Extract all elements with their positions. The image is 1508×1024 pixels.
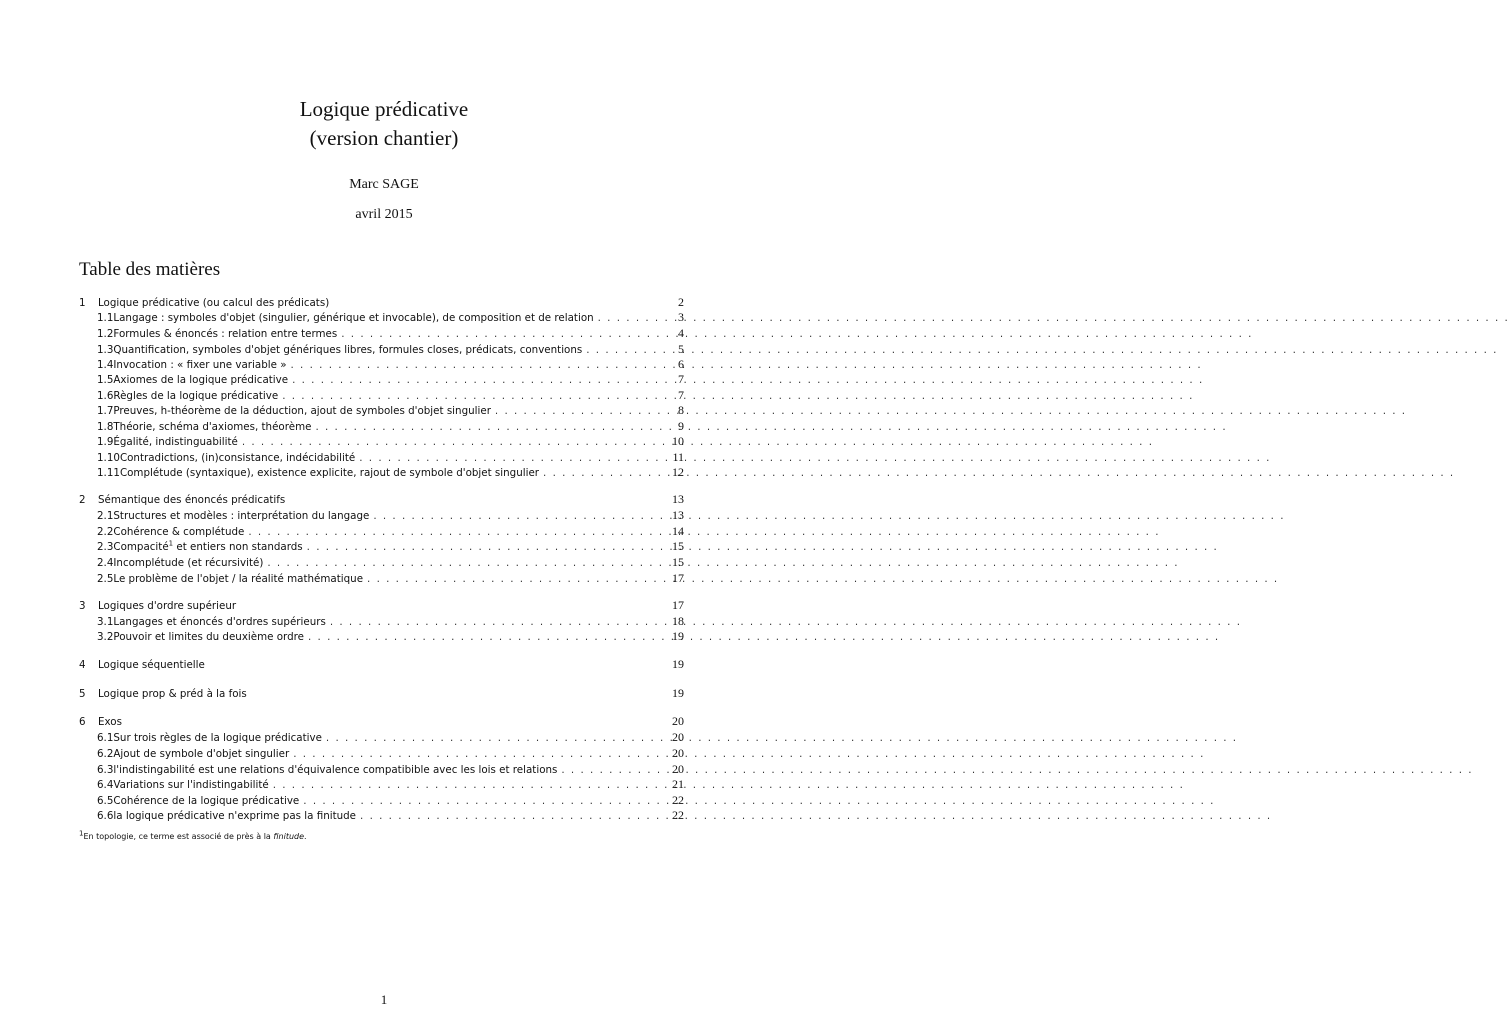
toc-page: 21 <box>672 777 684 791</box>
toc-subsection-title-wrap <box>113 630 304 645</box>
toc-subsection[interactable] <box>79 450 684 465</box>
toc-section-title: Sémantique des énoncés prédicatifs <box>98 494 286 506</box>
toc-leader <box>273 778 668 793</box>
toc-page: 3 <box>678 310 684 324</box>
toc-subsection-title: Formules & énoncés : relation entre termes <box>113 328 338 340</box>
author: Marc SAGE <box>349 177 419 192</box>
toc-subsection-title-wrap <box>113 373 288 388</box>
toc-subsection-title-wrap <box>113 778 268 793</box>
toc-section-number: 2 <box>79 494 86 506</box>
date: avril 2015 <box>355 207 413 222</box>
toc-page: 20 <box>672 730 684 744</box>
toc-leader <box>315 420 673 435</box>
toc-page: 8 <box>678 403 684 417</box>
toc-subsection-title-wrap <box>113 794 299 809</box>
toc-page: 20 <box>672 714 684 728</box>
footnote-text: En topologie, ce terme est associé de près à la <box>83 832 274 841</box>
toc-subsection-title: Langage : symboles d'objet (singulier, générique et invocable), de composition et de relation <box>113 312 594 324</box>
toc-subsection-title-wrap <box>113 389 278 404</box>
toc-page: 19 <box>672 657 684 671</box>
toc-section[interactable] <box>79 686 684 701</box>
toc-page: 15 <box>672 555 684 569</box>
toc-leader <box>307 540 668 555</box>
toc-subsection-title-wrap <box>113 731 322 746</box>
toc-subsection-number: 3.1 <box>97 616 114 628</box>
toc-section-number: 5 <box>79 688 86 700</box>
toc-page: 20 <box>672 746 684 760</box>
toc-leader <box>341 327 673 342</box>
document-subtitle: (version chantier) <box>309 126 459 150</box>
toc-page: 18 <box>672 614 684 628</box>
toc-subsection-title: Langages et énoncés d'ordres supérieurs <box>113 616 326 628</box>
toc-section-title: Logique prédicative (ou calcul des prédicats) <box>98 297 330 309</box>
toc-page: 4 <box>678 326 684 340</box>
toc-subsection-number: 1.2 <box>97 328 114 340</box>
toc-page: 7 <box>678 388 684 402</box>
toc-subsection-number: 3.2 <box>97 631 114 643</box>
toc-subsection-title-wrap <box>113 525 244 540</box>
toc-page: 11 <box>672 450 684 464</box>
toc-subsection[interactable] <box>79 539 684 554</box>
toc-page: 13 <box>672 492 684 506</box>
toc-subsection[interactable] <box>79 746 684 761</box>
toc-subsection[interactable] <box>79 357 684 372</box>
toc-subsection[interactable] <box>79 808 684 823</box>
toc-leader <box>293 747 668 762</box>
toc-subsection-title-wrap <box>113 809 356 824</box>
toc-page: 7 <box>678 372 684 386</box>
toc-subsection-number: 1.10 <box>97 452 120 464</box>
toc-leader <box>360 809 668 824</box>
toc-subsection-title-wrap <box>113 540 302 555</box>
toc-subsection[interactable] <box>79 629 684 644</box>
page-number: 1 <box>380 992 388 1007</box>
toc-subsection-title: Le problème de l'objet / la réalité mathématique <box>113 573 364 585</box>
toc-subsection[interactable] <box>79 730 684 745</box>
toc-subsection[interactable] <box>79 508 684 523</box>
toc-subsection-number: 1.5 <box>97 374 114 386</box>
toc-subsection-number: 1.11 <box>97 467 120 479</box>
toc-subsection-number: 2.2 <box>97 526 114 538</box>
toc-subsection-title-wrap <box>113 572 363 587</box>
toc-subsection-number: 2.1 <box>97 510 114 522</box>
toc-page: 2 <box>678 295 684 309</box>
toc-leader <box>598 311 674 326</box>
toc-subsection-number: 6.4 <box>97 779 114 791</box>
toc-subsection[interactable] <box>79 434 684 449</box>
toc-subsection-title: Quantification, symboles d'objet génériques libres, formules closes, prédicats, conventions <box>113 344 583 356</box>
toc-section-number: 6 <box>79 716 86 728</box>
toc-page: 19 <box>672 686 684 700</box>
document-title: Logique prédicative <box>299 97 469 121</box>
toc-page: 19 <box>672 629 684 643</box>
toc-page: 6 <box>678 357 684 371</box>
toc-leader <box>495 404 674 419</box>
toc-page: 10 <box>672 434 684 448</box>
toc-subsection-title: Ajout de symbole d'objet singulier <box>113 748 290 760</box>
toc-section-title: Logiques d'ordre supérieur <box>98 600 237 612</box>
toc-subsection[interactable] <box>79 403 684 418</box>
toc-subsection-number: 2.4 <box>97 557 114 569</box>
footnote-end: . <box>304 832 307 841</box>
toc-section-title: Logique prop & préd à la fois <box>98 688 247 700</box>
toc-page: 22 <box>672 793 684 807</box>
toc-subsection-number: 1.6 <box>97 390 114 402</box>
toc-subsection-title: Cohérence de la logique prédicative <box>113 795 300 807</box>
toc-section[interactable] <box>79 598 684 613</box>
toc-leader <box>291 358 673 373</box>
toc-section[interactable] <box>79 295 684 310</box>
toc-subsection[interactable] <box>79 342 684 357</box>
toc-leader <box>303 794 668 809</box>
toc-subsection[interactable] <box>79 419 684 434</box>
toc-subsection-number: 1.1 <box>97 312 114 324</box>
toc-subsection-title-wrap <box>113 311 593 326</box>
toc-leader <box>543 466 668 481</box>
toc-leader <box>561 763 668 778</box>
toc-subsection-title: Contradictions, (in)consistance, indécidabilité <box>119 452 356 464</box>
toc-subsection[interactable] <box>79 326 684 341</box>
toc-leader <box>373 509 668 524</box>
footnote-ref: 1 <box>168 539 174 548</box>
toc-subsection-number: 6.5 <box>97 795 114 807</box>
toc-subsection-title: Invocation : « fixer une variable » <box>113 359 287 371</box>
toc-section-title: Logique séquentielle <box>98 659 205 671</box>
toc-page: 15 <box>672 539 684 553</box>
toc-section-number: 3 <box>79 600 86 612</box>
toc-leader <box>308 630 668 645</box>
toc-page: 13 <box>672 508 684 522</box>
toc-subsection-title-wrap <box>113 358 286 373</box>
toc-subsection-number: 6.2 <box>97 748 114 760</box>
toc-page: 5 <box>678 342 684 356</box>
toc-subsection-title: Incomplétude (et récursivité) <box>113 557 264 569</box>
toc-section[interactable] <box>79 714 684 729</box>
toc-page: 17 <box>672 598 684 612</box>
toc-subsection-title-wrap <box>113 509 369 524</box>
toc-leader <box>359 451 668 466</box>
toc-section[interactable] <box>79 657 684 672</box>
toc-page: 22 <box>672 808 684 822</box>
toc-subsection[interactable] <box>79 372 684 387</box>
toc-subsection-number: 1.9 <box>97 436 114 448</box>
toc-section-title: Exos <box>98 716 122 728</box>
toc-subsection-title-rest: et entiers non standards <box>173 541 303 553</box>
toc-subsection-title: l'indistingabilité est une relations d'équivalence compatibible avec les lois et relations <box>113 764 558 776</box>
footnote-mark: 1 <box>79 829 84 838</box>
toc-subsection-title-wrap <box>113 747 289 762</box>
toc-subsection-title: Égalité, indistinguabilité <box>113 436 238 448</box>
toc-subsection[interactable] <box>79 310 684 325</box>
toc-subsection-number: 2.3 <box>97 541 114 553</box>
toc-leader <box>282 389 672 404</box>
toc-subsection-title-wrap <box>120 466 539 481</box>
toc-subsection[interactable] <box>79 571 684 586</box>
toc-subsection-number: 1.4 <box>97 359 114 371</box>
toc-leader <box>326 731 668 746</box>
toc-subsection-number: 6.1 <box>97 732 114 744</box>
toc-page: 17 <box>672 571 684 585</box>
toc-subsection[interactable] <box>79 388 684 403</box>
toc-subsection-number: 6.3 <box>97 764 114 776</box>
toc-subsection[interactable] <box>79 524 684 539</box>
toc-subsection-title: la logique prédicative n'exprime pas la finitude <box>113 810 357 822</box>
toc-page: 20 <box>672 762 684 776</box>
toc-leader <box>367 572 668 587</box>
toc-leader <box>330 615 668 630</box>
toc-subsection-title-wrap <box>113 763 557 778</box>
toc-subsection-title: Structures et modèles : interprétation du langage <box>113 510 370 522</box>
toc-leader <box>586 343 674 358</box>
toc-subsection-title-wrap <box>113 327 337 342</box>
toc-leader <box>248 525 668 540</box>
toc-subsection-title: Variations sur l'indistingabilité <box>113 779 269 791</box>
toc-page: 9 <box>678 419 684 433</box>
toc-subsection-number: 1.7 <box>97 405 114 417</box>
toc-page: 12 <box>672 465 684 479</box>
toc-section-number: 4 <box>79 659 86 671</box>
toc-subsection-number: 1.3 <box>97 344 114 356</box>
toc-leader <box>242 435 668 450</box>
toc-subsection-title: Complétude (syntaxique), existence explicite, rajout de symbole d'objet singulier <box>119 467 540 479</box>
toc-subsection-number: 2.5 <box>97 573 114 585</box>
toc-subsection[interactable] <box>79 793 684 808</box>
toc-subsection-title-wrap <box>113 615 325 630</box>
footnote <box>79 830 307 844</box>
toc-heading: Table des matières <box>79 259 221 280</box>
toc-subsection-title: Pouvoir et limites du deuxième ordre <box>113 631 304 643</box>
toc-subsection-title-wrap <box>113 556 263 571</box>
toc-subsection[interactable] <box>79 465 684 480</box>
toc-subsection-title: Théorie, schéma d'axiomes, théorème <box>113 421 312 433</box>
toc-subsection-title: Compacité <box>113 541 169 553</box>
toc-subsection[interactable] <box>79 555 684 570</box>
toc-subsection-title: Règles de la logique prédicative <box>113 390 279 402</box>
toc-subsection-title-wrap <box>120 451 355 466</box>
toc-leader <box>292 373 672 388</box>
footnote-emphasis: finitude <box>273 832 305 841</box>
toc-subsection-title-wrap <box>113 343 582 358</box>
toc-subsection-number: 6.6 <box>97 810 114 822</box>
toc-page: 14 <box>672 524 684 538</box>
toc-subsection-title: Axiomes de la logique prédicative <box>113 374 289 386</box>
toc-subsection-title-wrap <box>113 435 237 450</box>
toc-section[interactable] <box>79 492 684 507</box>
toc-subsection-title: Preuves, h-théorème de la déduction, ajout de symboles d'objet singulier <box>113 405 491 417</box>
toc-section-number: 1 <box>79 297 86 309</box>
toc-subsection-title: Cohérence & complétude <box>113 526 245 538</box>
toc-subsection-number: 1.8 <box>97 421 114 433</box>
toc-subsection[interactable] <box>79 614 684 629</box>
toc-leader <box>267 556 668 571</box>
toc-subsection-title: Sur trois règles de la logique prédicative <box>113 732 322 744</box>
toc-subsection-title-wrap <box>113 420 311 435</box>
toc-subsection[interactable] <box>79 777 684 792</box>
toc-subsection[interactable] <box>79 762 684 777</box>
toc-subsection-title-wrap <box>113 404 491 419</box>
